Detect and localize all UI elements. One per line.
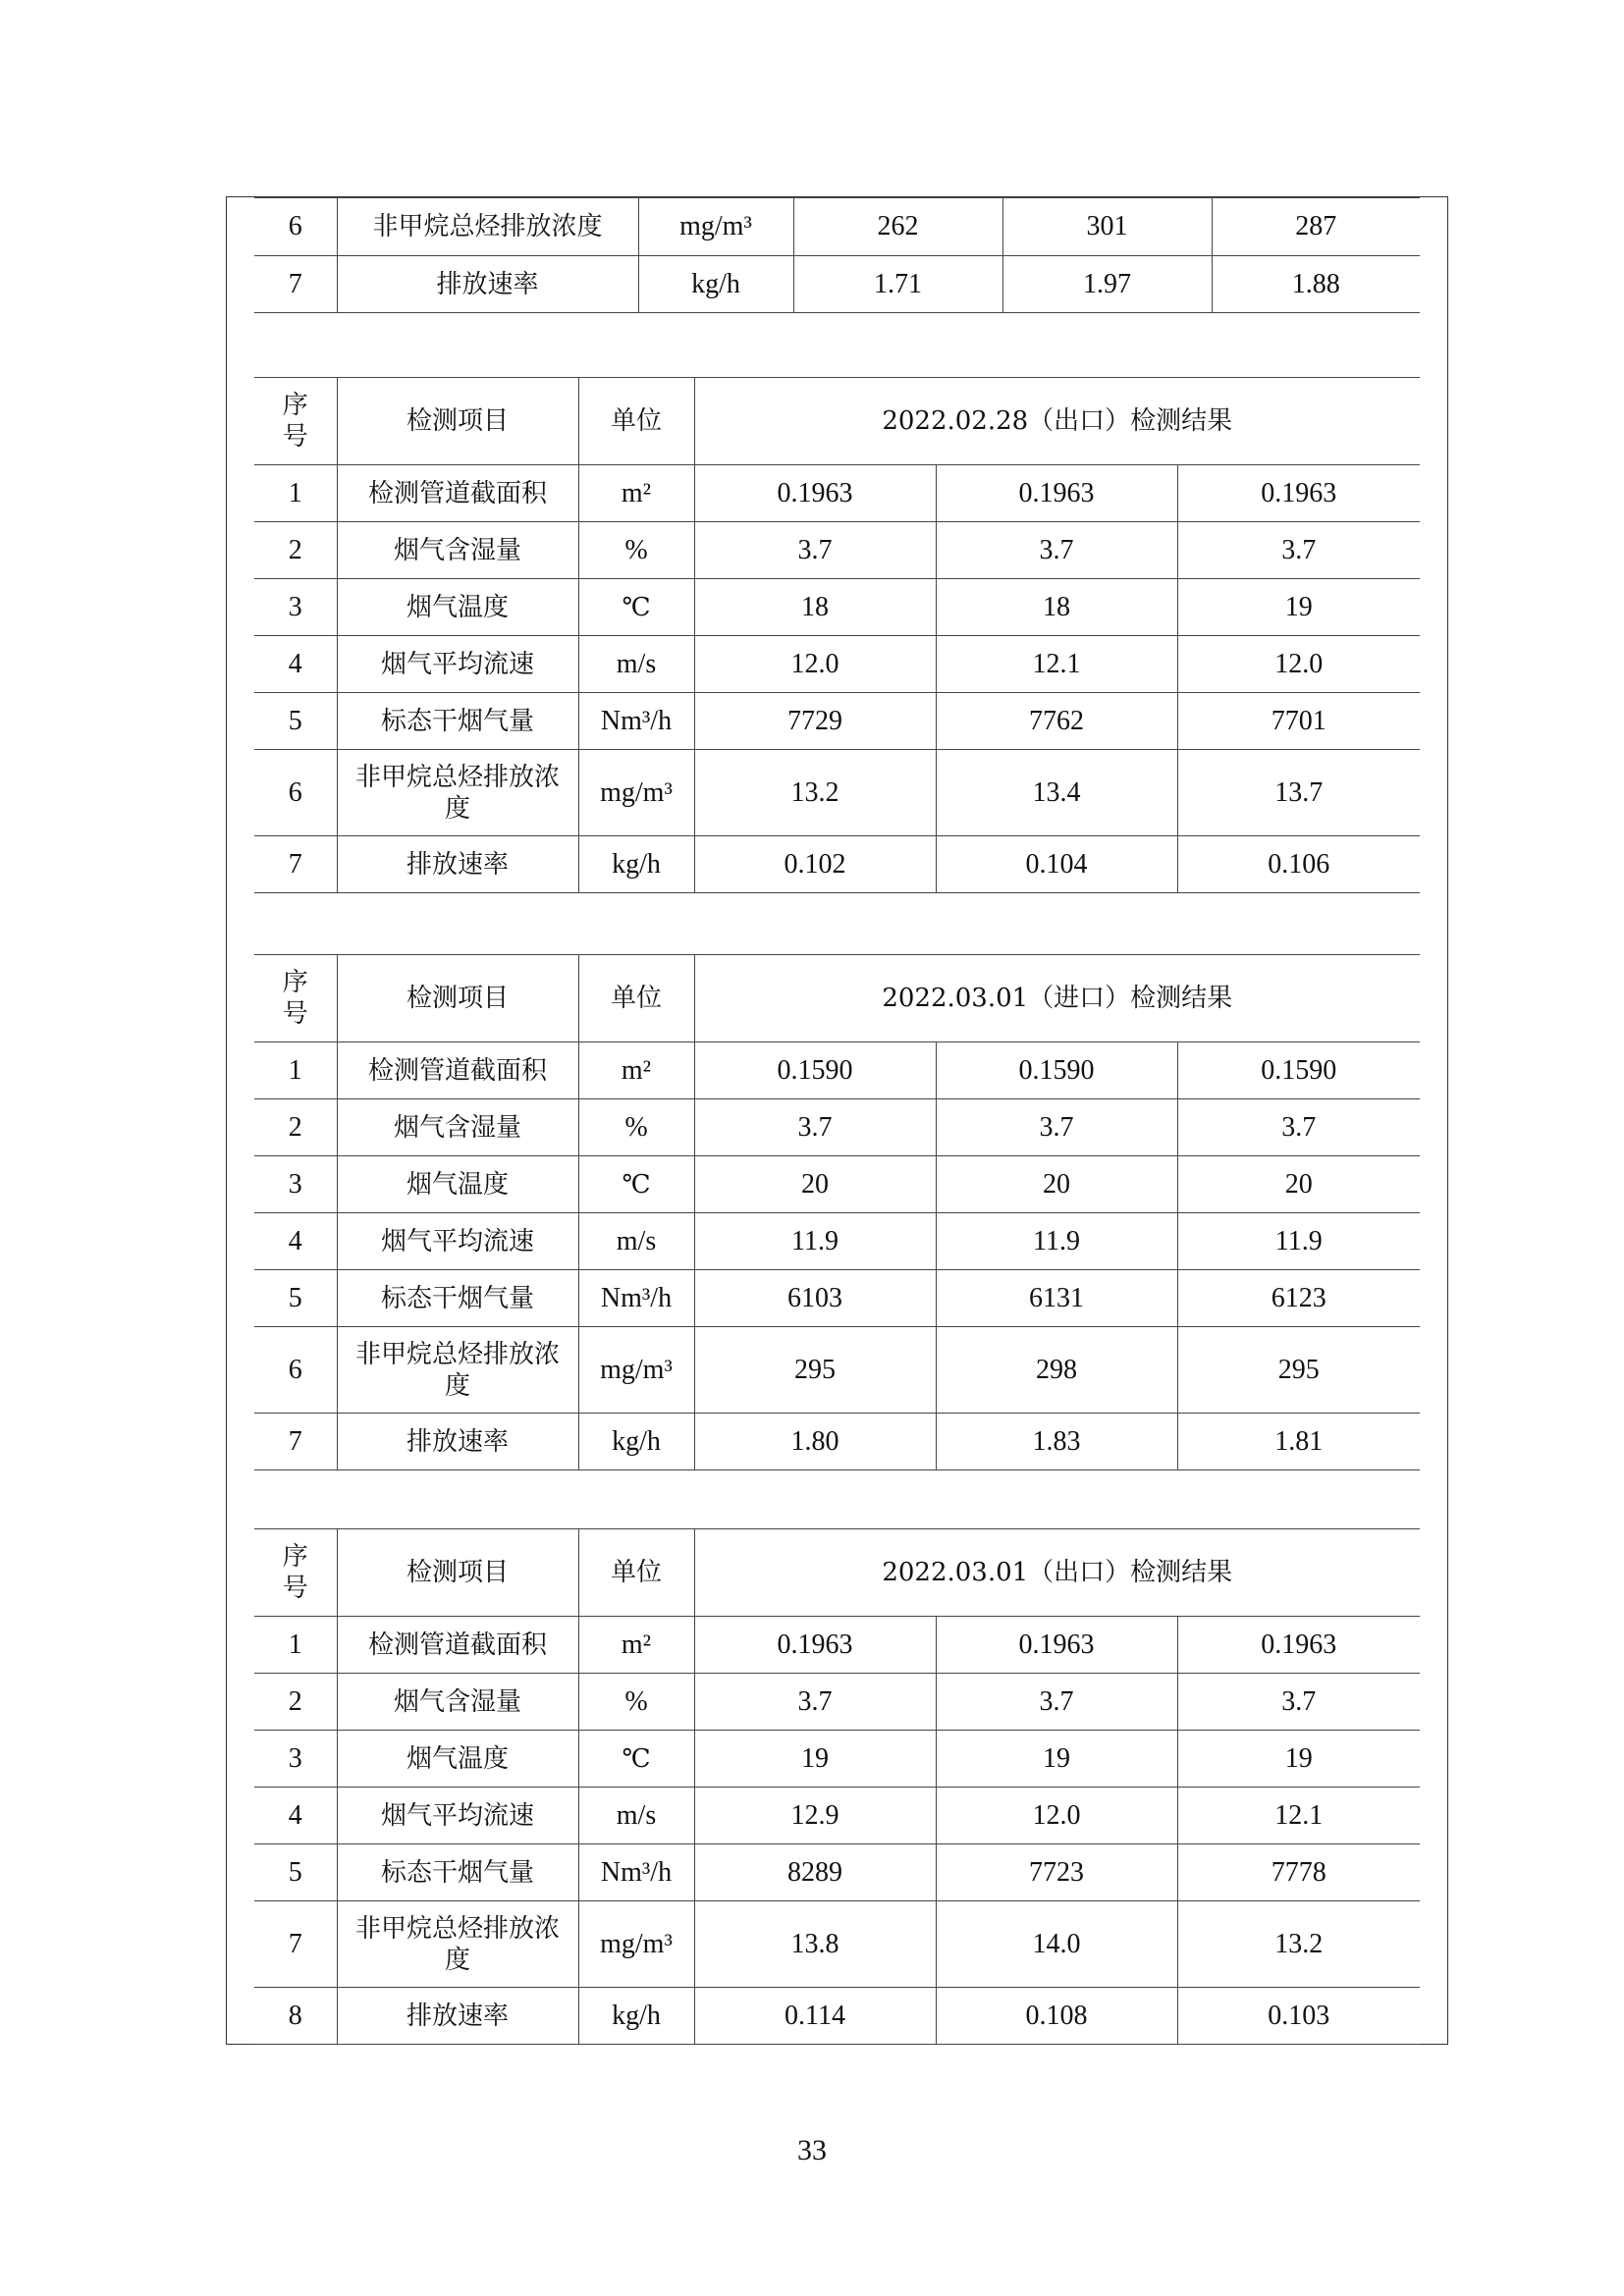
header-row [254, 1529, 1420, 1617]
unit-cell: Nm³/h [578, 1270, 694, 1327]
table-row [254, 1674, 1420, 1731]
value-cell: 12.0 [694, 636, 936, 693]
seq-header: 序号 [254, 955, 337, 1042]
seq-cell: 7 [254, 256, 337, 313]
value-cell: 0.104 [936, 836, 1177, 893]
item-cell: 排放速率 [337, 1414, 578, 1470]
value-cell: 18 [694, 579, 936, 636]
item-cell: 非甲烷总烃排放浓度 [337, 750, 578, 836]
value-cell: 3.7 [936, 1099, 1177, 1156]
item-cell: 非甲烷总烃排放浓度 [337, 1327, 578, 1414]
table-row [254, 1099, 1420, 1156]
header-row [254, 955, 1420, 1042]
item-cell: 烟气温度 [337, 1156, 578, 1213]
value-cell: 12.9 [694, 1788, 936, 1844]
item-header: 检测项目 [337, 378, 578, 465]
unit-cell: mg/m³ [638, 198, 793, 256]
value-cell: 3.7 [1177, 1674, 1420, 1731]
value-cell: 0.1963 [936, 465, 1177, 522]
result-header: 2022.03.01（进口）检测结果 [694, 955, 1420, 1042]
seq-cell: 2 [254, 1099, 337, 1156]
value-cell: 11.9 [936, 1213, 1177, 1270]
seq-cell: 6 [254, 750, 337, 836]
item-cell: 非甲烷总烃排放浓度 [337, 198, 638, 256]
value-cell: 14.0 [936, 1901, 1177, 1988]
value-cell: 3.7 [694, 522, 936, 579]
seq-cell: 1 [254, 1617, 337, 1674]
seq-cell: 5 [254, 1270, 337, 1327]
seq-cell: 3 [254, 1156, 337, 1213]
unit-cell: ℃ [578, 1156, 694, 1213]
unit-cell: Nm³/h [578, 1844, 694, 1901]
table-row [254, 636, 1420, 693]
value-cell: 6131 [936, 1270, 1177, 1327]
table-row [254, 1844, 1420, 1901]
seq-cell: 6 [254, 198, 337, 256]
value-cell: 0.106 [1177, 836, 1420, 893]
value-cell: 3.7 [936, 1674, 1177, 1731]
value-cell: 11.9 [694, 1213, 936, 1270]
item-cell: 检测管道截面积 [337, 465, 578, 522]
seq-cell: 2 [254, 1674, 337, 1731]
unit-cell: mg/m³ [578, 1327, 694, 1414]
value-cell: 20 [1177, 1156, 1420, 1213]
item-header: 检测项目 [337, 1529, 578, 1617]
table-row [254, 1731, 1420, 1788]
seq-cell: 5 [254, 1844, 337, 1901]
value-cell: 1.97 [1002, 256, 1212, 313]
value-cell: 0.1963 [936, 1617, 1177, 1674]
item-cell: 非甲烷总烃排放浓度 [337, 1901, 578, 1988]
value-cell: 20 [694, 1156, 936, 1213]
value-cell: 3.7 [1177, 1099, 1420, 1156]
value-cell: 8289 [694, 1844, 936, 1901]
unit-cell: % [578, 522, 694, 579]
value-cell: 7778 [1177, 1844, 1420, 1901]
table-row [254, 1327, 1420, 1414]
result-header: 2022.02.28（出口）检测结果 [694, 378, 1420, 465]
unit-cell: kg/h [578, 1414, 694, 1470]
value-cell: 0.1590 [1177, 1042, 1420, 1099]
value-cell: 0.108 [936, 1988, 1177, 2045]
seq-cell: 4 [254, 1788, 337, 1844]
item-cell: 标态干烟气量 [337, 693, 578, 750]
unit-header: 单位 [578, 1529, 694, 1617]
item-cell: 检测管道截面积 [337, 1617, 578, 1674]
unit-cell: kg/h [578, 836, 694, 893]
result-header: 2022.03.01（出口）检测结果 [694, 1529, 1420, 1617]
unit-cell: kg/h [638, 256, 793, 313]
item-cell: 烟气含湿量 [337, 1674, 578, 1731]
item-cell: 烟气平均流速 [337, 636, 578, 693]
header-row [254, 378, 1420, 465]
value-cell: 3.7 [936, 522, 1177, 579]
unit-cell: m² [578, 1617, 694, 1674]
item-cell: 烟气平均流速 [337, 1213, 578, 1270]
value-cell: 12.1 [1177, 1788, 1420, 1844]
table-row [254, 1156, 1420, 1213]
unit-cell: ℃ [578, 579, 694, 636]
value-cell: 0.102 [694, 836, 936, 893]
table-row [254, 693, 1420, 750]
unit-cell: mg/m³ [578, 750, 694, 836]
seq-cell: 2 [254, 522, 337, 579]
unit-cell: m² [578, 1042, 694, 1099]
value-cell: 7723 [936, 1844, 1177, 1901]
seq-cell: 8 [254, 1988, 337, 2045]
table-row [254, 1414, 1420, 1470]
value-cell: 19 [1177, 1731, 1420, 1788]
item-header: 检测项目 [337, 955, 578, 1042]
item-cell: 烟气温度 [337, 579, 578, 636]
seq-cell: 1 [254, 1042, 337, 1099]
value-cell: 12.0 [936, 1788, 1177, 1844]
item-cell: 标态干烟气量 [337, 1844, 578, 1901]
unit-header: 单位 [578, 955, 694, 1042]
value-cell: 1.83 [936, 1414, 1177, 1470]
value-cell: 0.114 [694, 1988, 936, 2045]
value-cell: 7701 [1177, 693, 1420, 750]
item-cell: 排放速率 [337, 1988, 578, 2045]
value-cell: 18 [936, 579, 1177, 636]
value-cell: 0.1963 [1177, 1617, 1420, 1674]
table-row [254, 522, 1420, 579]
value-cell: 287 [1212, 198, 1420, 256]
value-cell: 1.88 [1212, 256, 1420, 313]
table-row [254, 198, 1420, 256]
value-cell: 6103 [694, 1270, 936, 1327]
seq-cell: 4 [254, 636, 337, 693]
value-cell: 7762 [936, 693, 1177, 750]
value-cell: 20 [936, 1156, 1177, 1213]
item-cell: 排放速率 [337, 256, 638, 313]
unit-cell: m/s [578, 636, 694, 693]
seq-cell: 7 [254, 836, 337, 893]
value-cell: 6123 [1177, 1270, 1420, 1327]
value-cell: 12.1 [936, 636, 1177, 693]
item-cell: 烟气含湿量 [337, 522, 578, 579]
result-table-2 [254, 954, 1420, 1470]
item-cell: 检测管道截面积 [337, 1042, 578, 1099]
value-cell: 295 [1177, 1327, 1420, 1414]
table-row [254, 1988, 1420, 2045]
table-row [254, 836, 1420, 893]
table-row [254, 750, 1420, 836]
table-row [254, 465, 1420, 522]
table-row [254, 1901, 1420, 1988]
table-row [254, 1213, 1420, 1270]
page-number: 33 [797, 2134, 827, 2166]
unit-cell: ℃ [578, 1731, 694, 1788]
value-cell: 0.1590 [936, 1042, 1177, 1099]
value-cell: 19 [936, 1731, 1177, 1788]
value-cell: 0.1963 [694, 1617, 936, 1674]
unit-cell: % [578, 1099, 694, 1156]
item-cell: 排放速率 [337, 836, 578, 893]
value-cell: 0.1963 [694, 465, 936, 522]
unit-cell: Nm³/h [578, 693, 694, 750]
seq-cell: 5 [254, 693, 337, 750]
value-cell: 301 [1002, 198, 1212, 256]
value-cell: 13.2 [1177, 1901, 1420, 1988]
value-cell: 13.4 [936, 750, 1177, 836]
value-cell: 7729 [694, 693, 936, 750]
unit-cell: mg/m³ [578, 1901, 694, 1988]
table-row [254, 1617, 1420, 1674]
table-row [254, 1270, 1420, 1327]
continued-table [254, 197, 1420, 313]
value-cell: 12.0 [1177, 636, 1420, 693]
table-row [254, 579, 1420, 636]
unit-cell: % [578, 1674, 694, 1731]
result-table-1 [254, 377, 1420, 893]
value-cell: 0.1590 [694, 1042, 936, 1099]
value-cell: 19 [1177, 579, 1420, 636]
seq-header: 序号 [254, 378, 337, 465]
unit-cell: m² [578, 465, 694, 522]
value-cell: 295 [694, 1327, 936, 1414]
seq-cell: 3 [254, 579, 337, 636]
table-row [254, 1788, 1420, 1844]
value-cell: 1.80 [694, 1414, 936, 1470]
seq-cell: 1 [254, 465, 337, 522]
seq-cell: 7 [254, 1414, 337, 1470]
unit-cell: m/s [578, 1788, 694, 1844]
value-cell: 13.2 [694, 750, 936, 836]
value-cell: 13.8 [694, 1901, 936, 1988]
value-cell: 11.9 [1177, 1213, 1420, 1270]
table-row [254, 1042, 1420, 1099]
unit-cell: kg/h [578, 1988, 694, 2045]
seq-cell: 7 [254, 1901, 337, 1988]
value-cell: 262 [793, 198, 1002, 256]
value-cell: 13.7 [1177, 750, 1420, 836]
unit-header: 单位 [578, 378, 694, 465]
value-cell: 3.7 [1177, 522, 1420, 579]
value-cell: 19 [694, 1731, 936, 1788]
value-cell: 0.103 [1177, 1988, 1420, 2045]
value-cell: 3.7 [694, 1674, 936, 1731]
seq-header: 序号 [254, 1529, 337, 1617]
result-table-3 [254, 1528, 1420, 2045]
value-cell: 0.1963 [1177, 465, 1420, 522]
value-cell: 1.71 [793, 256, 1002, 313]
unit-cell: m/s [578, 1213, 694, 1270]
table-row [254, 256, 1420, 313]
value-cell: 1.81 [1177, 1414, 1420, 1470]
value-cell: 298 [936, 1327, 1177, 1414]
seq-cell: 3 [254, 1731, 337, 1788]
item-cell: 烟气含湿量 [337, 1099, 578, 1156]
seq-cell: 4 [254, 1213, 337, 1270]
value-cell: 3.7 [694, 1099, 936, 1156]
item-cell: 标态干烟气量 [337, 1270, 578, 1327]
item-cell: 烟气平均流速 [337, 1788, 578, 1844]
item-cell: 烟气温度 [337, 1731, 578, 1788]
seq-cell: 6 [254, 1327, 337, 1414]
